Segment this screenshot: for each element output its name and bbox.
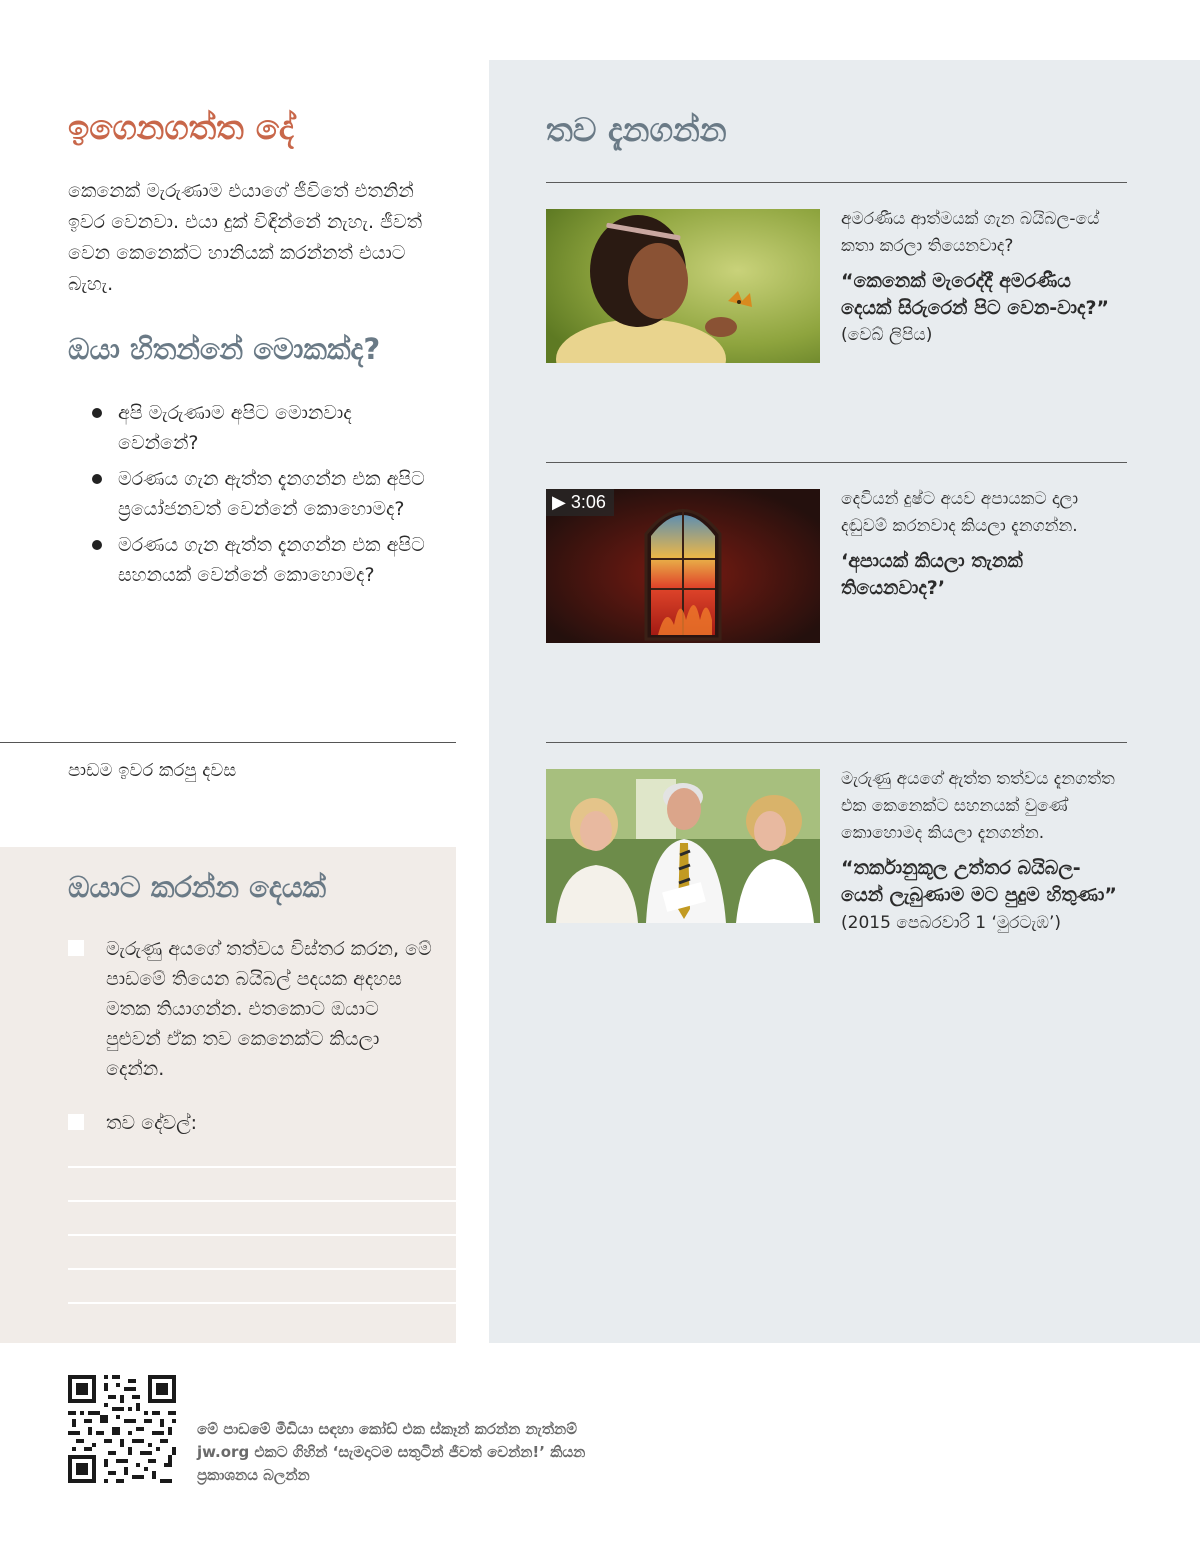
completed-date-label: පාඩම ඉවර කරපු දවස [68,760,237,781]
media-title-link[interactable]: “කෙනෙක් මැරෙද්දී අමරණීය දෙයක් සිරුරෙන් පිට වෙන-වාද?” [841,270,1109,319]
section-divider [546,182,1127,183]
date-divider [0,742,456,743]
media-title-link[interactable]: ‘අපායක් කියලා තැනක් තියෙනවාද?’ [841,550,1023,599]
bullet-icon [92,474,102,484]
try-heading: ඔයාට කරන්න දෙයක් [68,870,327,904]
learned-summary: කෙනෙක් මැරුණාම එයාගේ ජීවිතේ එතනින් ඉවර වෙනවා. එයා දුක් විඳින්නේ නැහැ. ජීවත් වෙන කෙනෙක්ට හානියක් කරන්නත් එයාට බැහැ. [68,180,423,295]
writing-line[interactable] [68,1302,456,1304]
duration-text: 3:06 [570,492,606,512]
bullet-icon [92,540,102,550]
checkbox[interactable] [68,940,84,956]
play-icon: ▶ [552,492,566,512]
bullet-icon [92,408,102,418]
question-item [88,464,438,524]
think-question-list [88,398,438,596]
media-description: දෙවියන් දුෂ්ට අයව අපායකට දාලා දඬුවම් කරනවාද කියලා දැනගන්න. [841,489,1079,536]
media-title-link[interactable]: “තර්කානුකූල උත්තර බයිබල-යෙන් ලැබුණාම මට පුදුම හිතුණා” [841,857,1117,906]
question-text: මරණය ගැන ඇත්ත දැනගන්න එක අපිට සහනයක් වෙන්නේ කොහොමද? [118,534,425,586]
question-text: අපි මැරුණාම අපිට මොනවාද වෙන්නේ? [118,402,352,454]
question-item [88,530,438,590]
checkbox[interactable] [68,1114,84,1130]
media-source: (වෙබ් ලිපිය) [841,325,933,345]
media-source: (2015 පෙබරවාරි 1 ‘මුරටැඹ’) [841,913,1062,933]
media-item [841,486,1121,602]
try-item [68,1108,438,1138]
media-title-block [841,855,1121,937]
question-item [88,398,438,458]
photo-image [546,769,820,923]
think-heading: ඔයා හිතන්නේ මොකක්ද? [68,332,381,366]
learned-heading: ඉගෙනගත්ත දේ [68,108,294,148]
writing-line[interactable] [68,1234,456,1236]
media-description: මැරුණු අයගේ ඇත්ත තත්වය දැනගත්ත එක කෙනෙක්ට සහනයක් වුණේ කොහොමද කියලා දැනගන්න. [841,769,1115,843]
media-item [841,766,1121,937]
media-item [841,206,1121,349]
try-item-text: මැරුණු අයගේ තත්වය විස්තර කරන, මේ පාඩමේ තියෙන බයිබල් පදයක අදහස මතක තියාගන්න. එතකොට ඔයාට පුළුවන් ඒක තව කෙනෙක්ට කියලා දෙන්න. [106,938,432,1080]
question-text: මරණය ගැන ඇත්ත දැනගන්න එක අපිට ප්‍රයෝජනවත් වෙන්නේ කොහොමද? [118,468,425,520]
try-item [68,934,438,1084]
qr-code-icon[interactable] [68,1375,176,1483]
writing-line[interactable] [68,1166,456,1168]
media-description: අමරණීය ආත්මයක් ගැන බයිබල-යේ කතා කරලා තියෙනවාද? [841,209,1100,256]
girl-with-butterfly-photo[interactable] [546,209,820,363]
writing-line[interactable] [68,1268,456,1270]
video-duration [546,489,614,516]
section-divider [546,462,1127,463]
three-people-conversation-photo[interactable] [546,769,820,923]
try-item-text: තව දේවල්: [106,1112,198,1134]
stained-glass-fire-window-video[interactable] [546,489,820,643]
section-divider [546,742,1127,743]
footer-instructions: මේ පාඩමේ මීඩියා සඳහා කෝඩ් එක ස්කෑන් කරන්න නැත්නම් jw.org එකට ගිහින් ‘සැමදාටම සතුටින් ජීවත් වෙන්න!’ කියන ප්‍රකාශනය බලන්න [197,1420,586,1484]
writing-line[interactable] [68,1200,456,1202]
photo-image [546,209,820,363]
more-heading: තව දැනගන්න [546,110,727,149]
